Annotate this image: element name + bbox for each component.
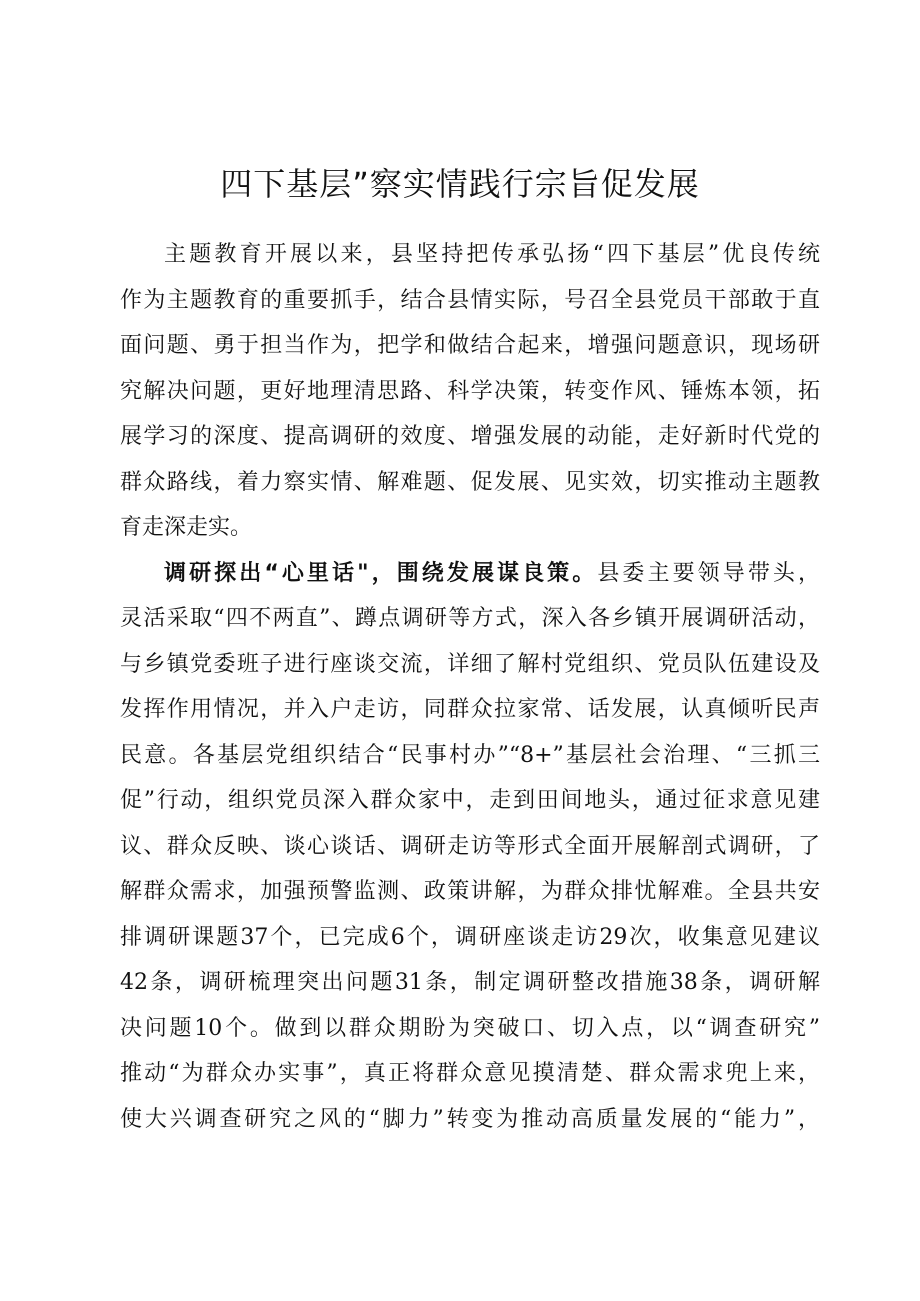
text-line: 群众路线，着力察实情、解难题、促发展、见实效，切实推动主题教 [120, 469, 820, 495]
text-line: 推动“为群众办实事”，真正将群众意见摸清楚、群众需求兜上来， [120, 1061, 820, 1086]
text-line: 主题教育开展以来，县坚持把传承弘扬“四下基层”优良传统 [164, 242, 820, 267]
text-line: 灵活采取“四不两直”、蹲点调研等方式，深入各乡镇开展调研活动， [120, 606, 820, 631]
text-line: 议、群众反映、谈心谈话、调研走访等形式全面开展解剖式调研，了 [120, 833, 820, 859]
text-line: 决问题10个。做到以群众期盼为突破口、切入点，以“调查研究” [120, 1015, 820, 1041]
text-line: 民意。各基层党组织结合“民事村办”“8+”基层社会治理、“三抓三 [120, 742, 820, 768]
text-line-rest: 县委主要领导带头， [597, 560, 820, 586]
paragraph-research [120, 551, 820, 1143]
text-line: 展学习的深度、提高调研的效度、增强发展的动能，走好新时代党的 [120, 424, 820, 449]
paragraph-lead-heading: 调研探出“心里话"，围绕发展谋良策。 [164, 560, 598, 586]
text-line: 促”行动，组织党员深入群众家中，走到田间地头，通过征求意见建 [120, 788, 820, 813]
text-line: 育走深走实。 [120, 515, 253, 540]
text-line: 与乡镇党委班子进行座谈交流，详细了解村党组织、党员队伍建设及 [120, 651, 820, 677]
text-line: 使大兴调查研究之风的“脚力”转变为推动高质量发展的“能力”， [120, 1106, 820, 1132]
text-line: 究解决问题，更好地理清思路、科学决策，转变作风、锤炼本领，拓 [120, 378, 820, 404]
text-line: 解群众需求，加强预警监测、政策讲解，为群众排忧解难。全县共安 [120, 879, 820, 904]
text-line: 面问题、勇于担当作为，把学和做结合起来，增强问题意识，现场研 [120, 333, 820, 358]
paragraph-intro [120, 232, 820, 551]
text-line: 42条，调研梳理突出问题31条，制定调研整改措施38条，调研解 [120, 970, 820, 995]
document-body [120, 232, 820, 1142]
text-line-lead [120, 551, 820, 597]
text-line: 发挥作用情况，并入户走访，同群众拉家常、话发展，认真倾听民声 [120, 697, 820, 722]
text-line: 作为主题教育的重要抓手，结合县情实际，号召全县党员干部敢于直 [120, 287, 820, 313]
document-title: 四下基层”察实情践行宗旨促发展 [220, 165, 700, 203]
text-line: 排调研课题37个，已完成6个，调研座谈走访29次，收集意见建议 [120, 924, 820, 950]
